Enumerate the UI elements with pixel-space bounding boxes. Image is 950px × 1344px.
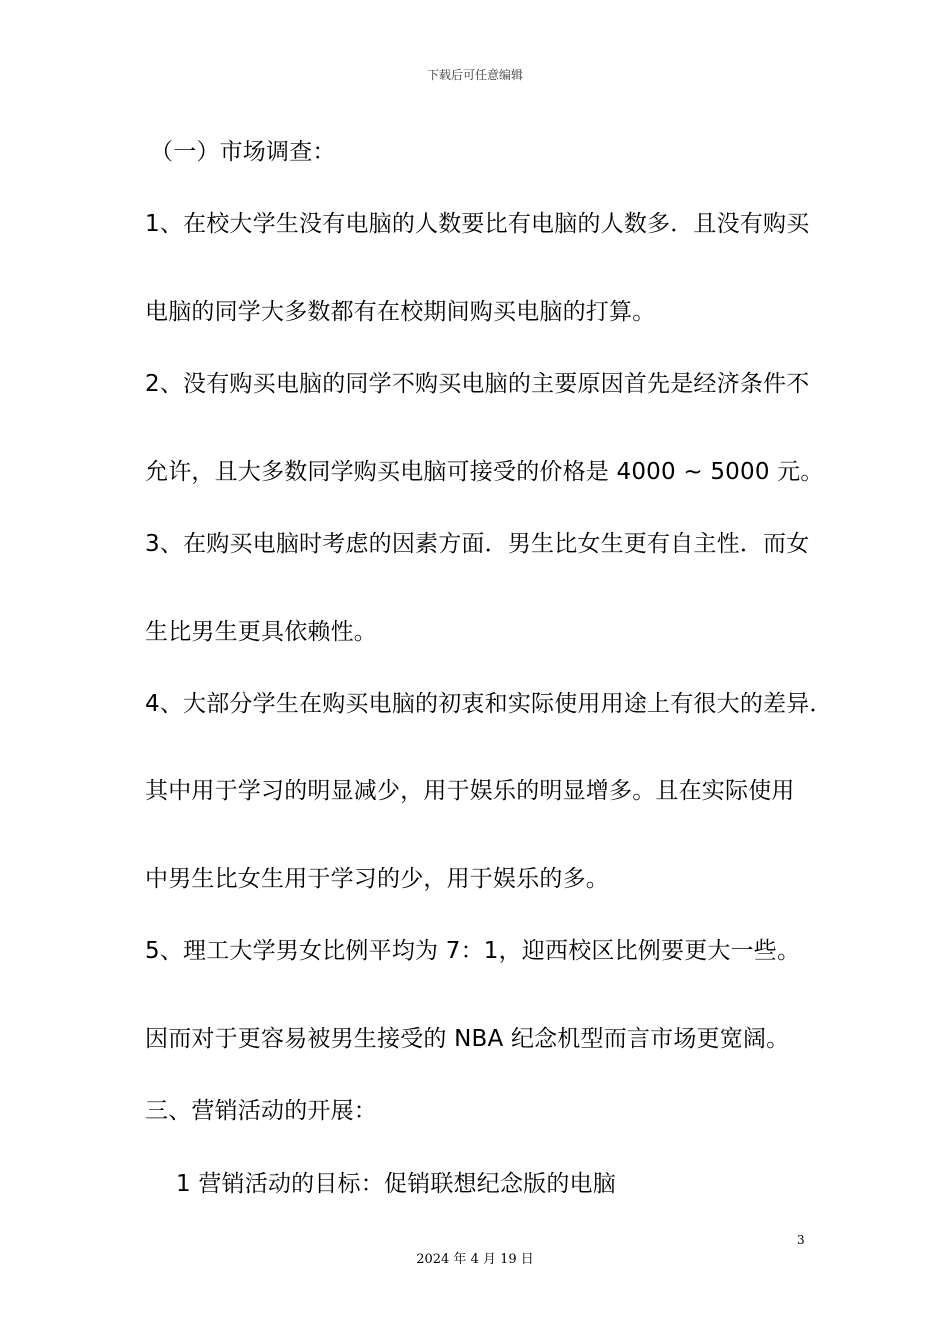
paragraph-line: 2、没有购买电脑的同学不购买电脑的主要原因首先是经济条件不 (145, 371, 810, 397)
paragraph-line: 3、在购买电脑时考虑的因素方面．男生比女生更有自主性．而女 (145, 531, 810, 557)
section-heading-marketing-activities: 三、营销活动的开展： (145, 1098, 377, 1124)
paragraph-line: 允许，且大多数同学购买电脑可接受的价格是 4000 ~ 5000 元。 (145, 459, 824, 485)
header-note: 下载后可任意编辑 (426, 68, 523, 82)
section-heading-market-survey: （一）市场调查： (150, 139, 336, 165)
paragraph-line: 4、大部分学生在购买电脑的初衷和实际使用用途上有很大的差异． (145, 691, 833, 717)
footer-date: 2024 年 4 月 19 日 (416, 1252, 534, 1267)
paragraph-line: 生比男生更具依赖性。 (145, 619, 377, 645)
paragraph-line: 中男生比女生用于学习的少，用于娱乐的多。 (145, 866, 609, 892)
page-number: 3 (797, 1233, 805, 1247)
paragraph-line: 因而对于更容易被男生接受的 NBA 纪念机型而言市场更宽阔。 (145, 1026, 790, 1052)
subsection-heading-marketing-goal: 1 营销活动的目标：促销联想纪念版的电脑 (176, 1171, 616, 1197)
paragraph-line: 5、理工大学男女比例平均为 7：1，迎西校区比例要更大一些。 (145, 938, 801, 964)
paragraph-line: 电脑的同学大多数都有在校期间购买电脑的打算。 (145, 299, 656, 325)
paragraph-line: 1、在校大学生没有电脑的人数要比有电脑的人数多．且没有购买 (145, 211, 810, 237)
paragraph-line: 其中用于学习的明显减少，用于娱乐的明显增多。且在实际使用 (145, 778, 795, 804)
